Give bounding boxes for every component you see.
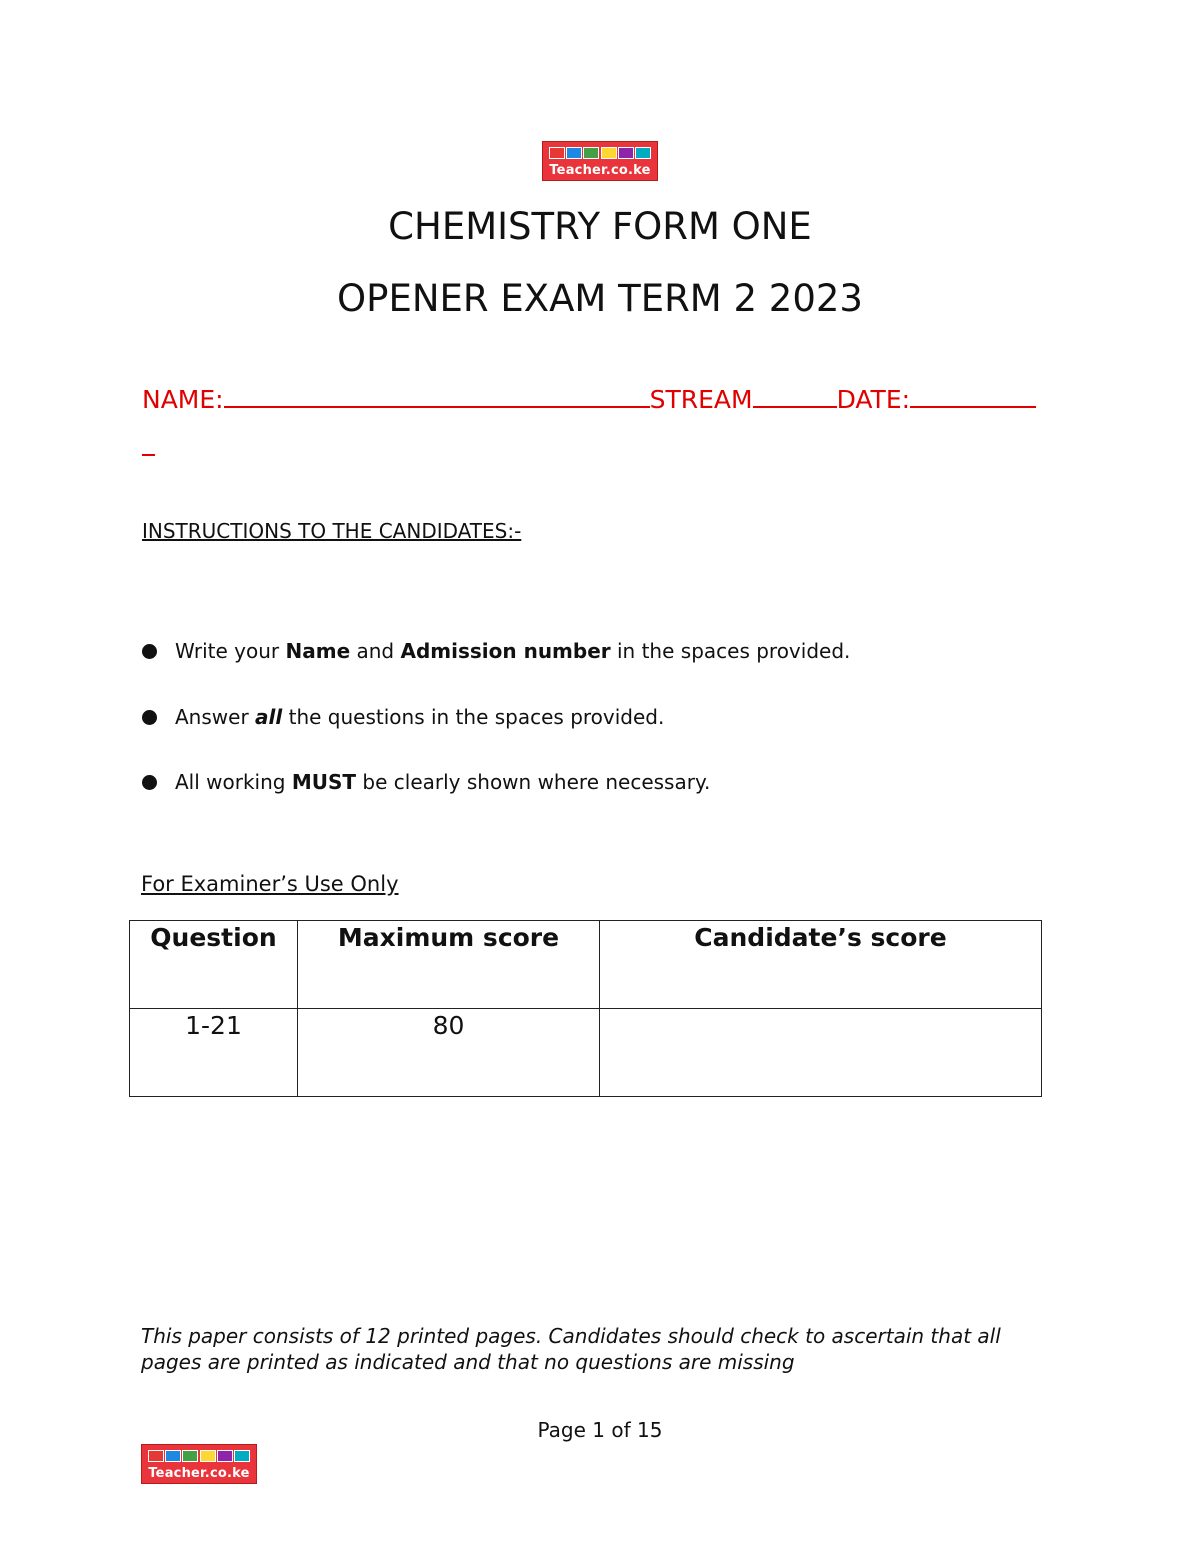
stream-label: STREAM [649,385,753,414]
teacher-logo-bottom [141,1444,257,1484]
header-question: Question [130,921,298,1009]
teacher-logo-top [542,141,658,181]
instruction-item: Write your Name and Admission number in the spaces provided. [142,639,850,663]
score-table [129,920,1042,1097]
date-blank-continuation [142,428,155,462]
bullet-icon [142,775,157,790]
instructions-heading: INSTRUCTIONS TO THE CANDIDATES:- [142,519,522,543]
name-blank[interactable] [224,380,650,408]
date-blank[interactable] [910,380,1036,408]
exam-subtitle: OPENER EXAM TERM 2 2023 [337,277,863,320]
header-max-score: Maximum score [298,921,600,1009]
cell-question: 1-21 [130,1009,298,1097]
header-candidate-score: Candidate’s score [600,921,1042,1009]
candidate-details-line [142,380,1036,414]
cell-max-score: 80 [298,1009,600,1097]
instruction-item: Answer all the questions in the spaces provided. [142,705,664,729]
stream-blank[interactable] [753,380,837,408]
name-label: NAME: [142,385,224,414]
table-row [130,1009,1042,1097]
date-label: DATE: [836,385,911,414]
instruction-item: All working MUST be clearly shown where necessary. [142,770,710,794]
logo-text: Teacher.co.ke [549,163,651,178]
bullet-icon [142,644,157,659]
cell-candidate-score[interactable] [600,1009,1042,1097]
exam-title: CHEMISTRY FORM ONE [388,205,812,248]
bullet-icon [142,710,157,725]
examiner-heading: For Examiner’s Use Only [141,872,399,896]
logo-blocks [146,1448,252,1465]
logo-blocks [547,145,653,162]
page-number: Page 1 of 15 [537,1418,663,1442]
logo-text: Teacher.co.ke [148,1466,250,1481]
footer-note: This paper consists of 12 printed pages. Candidates should check to ascertain that all pages are printed as indicated and that no questions are missing [141,1324,1001,1374]
table-header-row [130,921,1042,1009]
